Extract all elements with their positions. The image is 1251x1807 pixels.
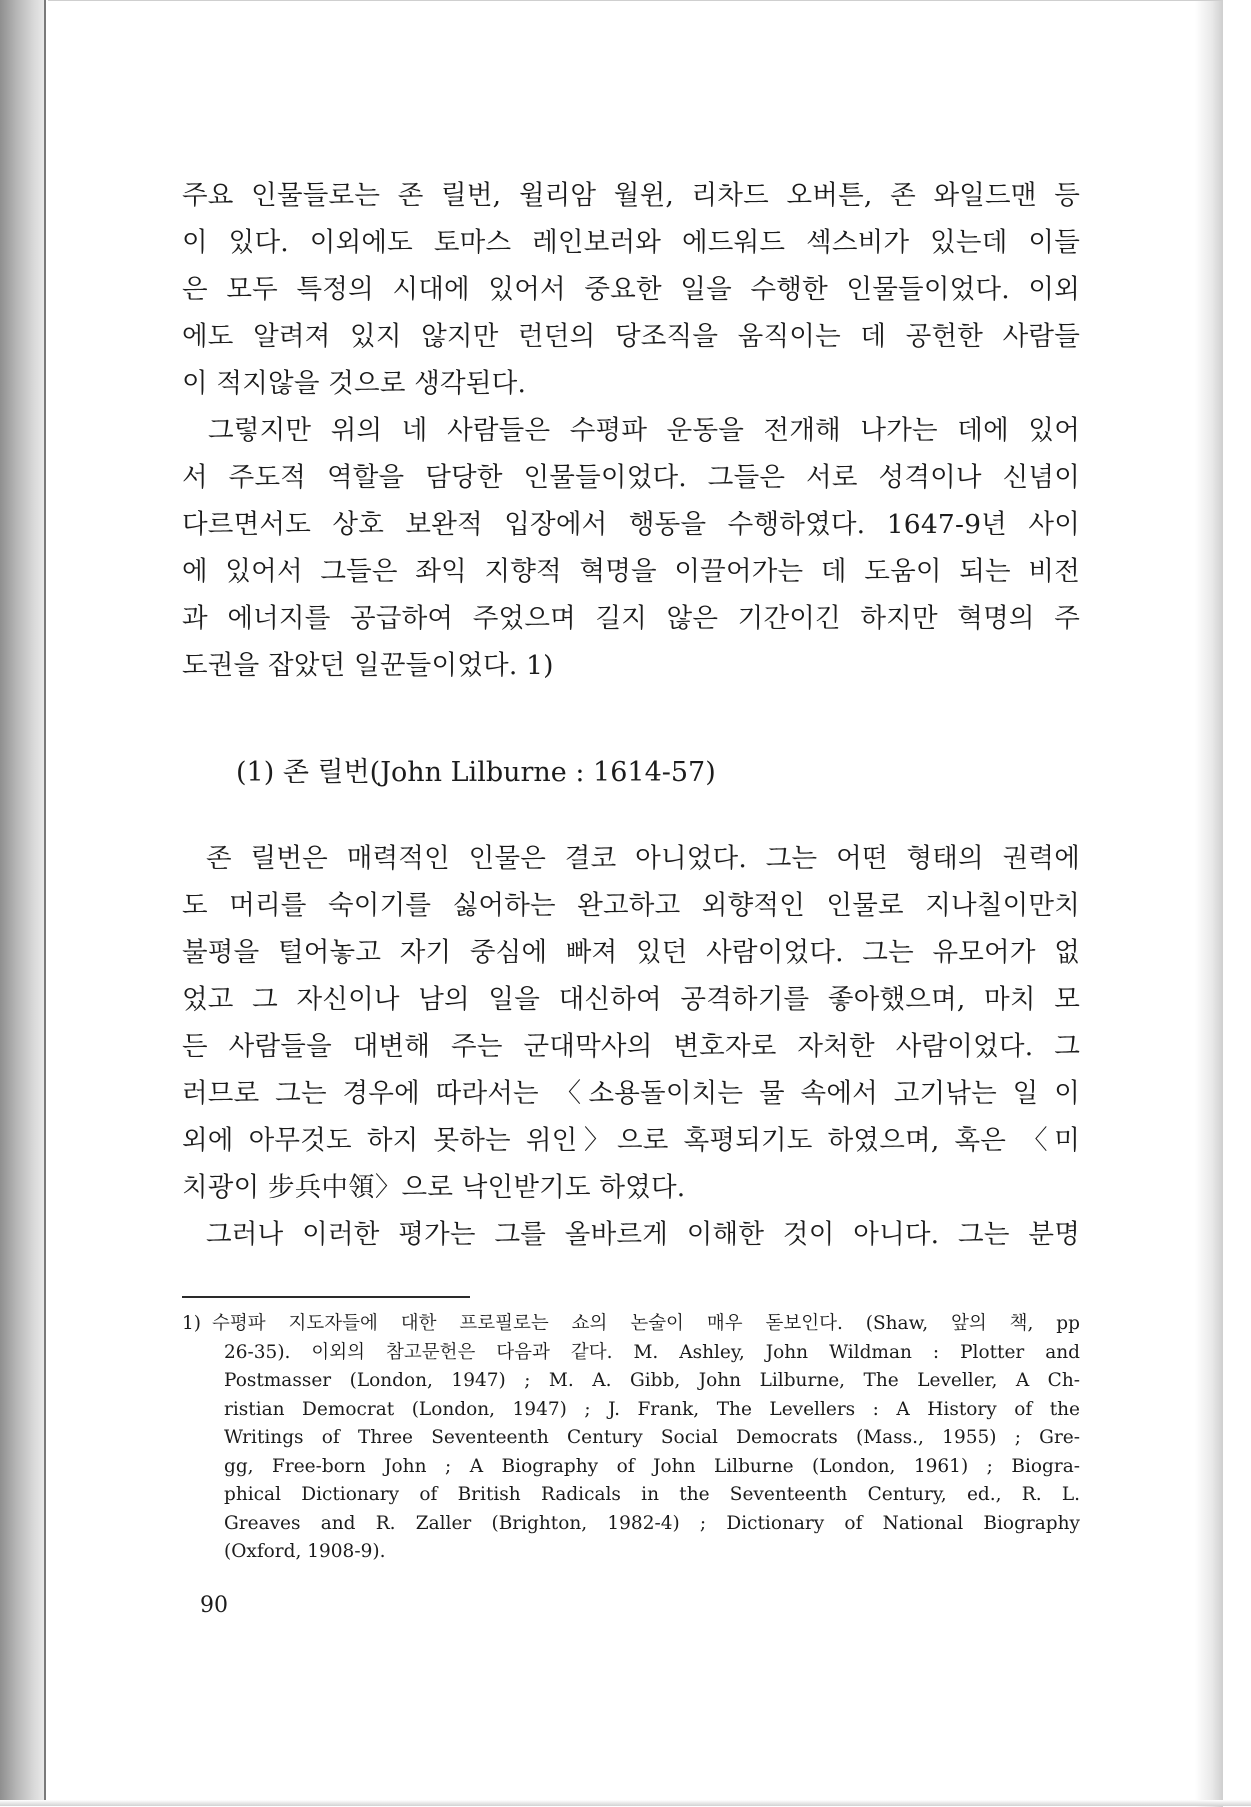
- text-line: 이 있다. 이외에도 토마스 레인보러와 에드워드 섹스비가 있는데 이들: [182, 227, 1080, 258]
- page-number: 90: [200, 1593, 228, 1618]
- text-line: 이 적지않을 것으로 생각된다.: [182, 368, 527, 399]
- page-bottom-shadow: [0, 1800, 1251, 1806]
- text-line: 러므로 그는 경우에 따라서는 〈소용돌이치는 물 속에서 고기낚는 일 이: [182, 1078, 1080, 1109]
- text-line: 든 사람들을 대변해 주는 군대막사의 변호자로 자처한 사람이었다. 그: [182, 1031, 1080, 1062]
- book-spine-edge: [0, 0, 46, 1806]
- text-line: 과 에너지를 공급하여 주었으며 길지 않은 기간이긴 하지만 혁명의 주: [182, 603, 1080, 634]
- text-line: 치광이 步兵中領〉으로 낙인받기도 하였다.: [182, 1172, 686, 1203]
- footnote-line: [182, 1310, 1080, 1339]
- text-line: 그러나 이러한 평가는 그를 올바르게 이해한 것이 아니다. 그는 분명: [206, 1219, 1080, 1250]
- text-line: 었고 그 자신이나 남의 일을 대신하여 공격하기를 좋아했으며, 마치 모: [182, 984, 1080, 1015]
- text-line: 존 릴번은 매력적인 인물은 결코 아니었다. 그는 어떤 형태의 권력에: [206, 843, 1080, 874]
- text-line: 은 모두 특정의 시대에 있어서 중요한 일을 수행한 인물들이었다. 이외: [182, 274, 1080, 305]
- footnote-line: Greaves and R. Zaller (Brighton, 1982-4) ; Dictionary of National Biography: [224, 1512, 1080, 1534]
- page-right-shadow: [1195, 1, 1223, 1807]
- footnote-line: 26-35). 이외의 참고문헌은 다음과 같다. M. Ashley, John Wildman : Plotter and: [224, 1341, 1080, 1363]
- footnote-marker: 1): [182, 1313, 201, 1334]
- footnote-line: Writings of Three Seventeenth Century Social Democrats (Mass., 1955) ; Gre-: [224, 1427, 1080, 1448]
- footnote-line: phical Dictionary of British Radicals in the Seventeenth Century, ed., R. L.: [224, 1484, 1080, 1505]
- text-line: 에 있어서 그들은 좌익 지향적 혁명을 이끌어가는 데 도움이 되는 비전: [182, 556, 1080, 587]
- footnote-text: 수평파 지도자들에 대한 프로필로는 쇼의 논술이 매우 돋보인다. (Shaw, 앞의 책, pp: [212, 1313, 1080, 1334]
- section-heading: (1) 존 릴번(John Lilburne : 1614-57): [236, 757, 716, 788]
- text-line: 도권을 잡았던 일꾼들이었다. 1): [182, 650, 554, 681]
- text-line: 에도 알려져 있지 않지만 런던의 당조직을 움직이는 데 공헌한 사람들: [182, 321, 1080, 352]
- text-line: 불평을 털어놓고 자기 중심에 빠져 있던 사람이었다. 그는 유모어가 없: [182, 937, 1080, 968]
- footnote-line: ristian Democrat (London, 1947) ; J. Frank, The Levellers : A History of the: [224, 1398, 1080, 1420]
- footnote-line: gg, Free-born John ; A Biography of John Lilburne (London, 1961) ; Biogra-: [224, 1455, 1080, 1477]
- text-line: 서 주도적 역할을 담당한 인물들이었다. 그들은 서로 성격이나 신념이: [182, 462, 1080, 493]
- text-line: 도 머리를 숙이기를 싫어하는 완고하고 외향적인 인물로 지나칠이만치: [182, 890, 1080, 921]
- text-line: 그렇지만 위의 네 사람들은 수평파 운동을 전개해 나가는 데에 있어: [208, 415, 1080, 446]
- text-line: 주요 인물들로는 존 릴번, 윌리암 월윈, 리차드 오버튼, 존 와일드맨 등: [182, 180, 1080, 211]
- book-edge-line: [44, 0, 46, 1806]
- footnote-line: Postmasser (London, 1947) ; M. A. Gibb, John Lilburne, The Leveller, A Ch-: [224, 1370, 1080, 1391]
- footnote-rule: [182, 1296, 470, 1298]
- text-line: 외에 아무것도 하지 못하는 위인〉으로 혹평되기도 하였으며, 혹은 〈미: [182, 1125, 1080, 1156]
- text-line: 다르면서도 상호 보완적 입장에서 행동을 수행하였다. 1647-9년 사이: [182, 509, 1080, 540]
- footnote-line: (Oxford, 1908-9).: [224, 1541, 386, 1562]
